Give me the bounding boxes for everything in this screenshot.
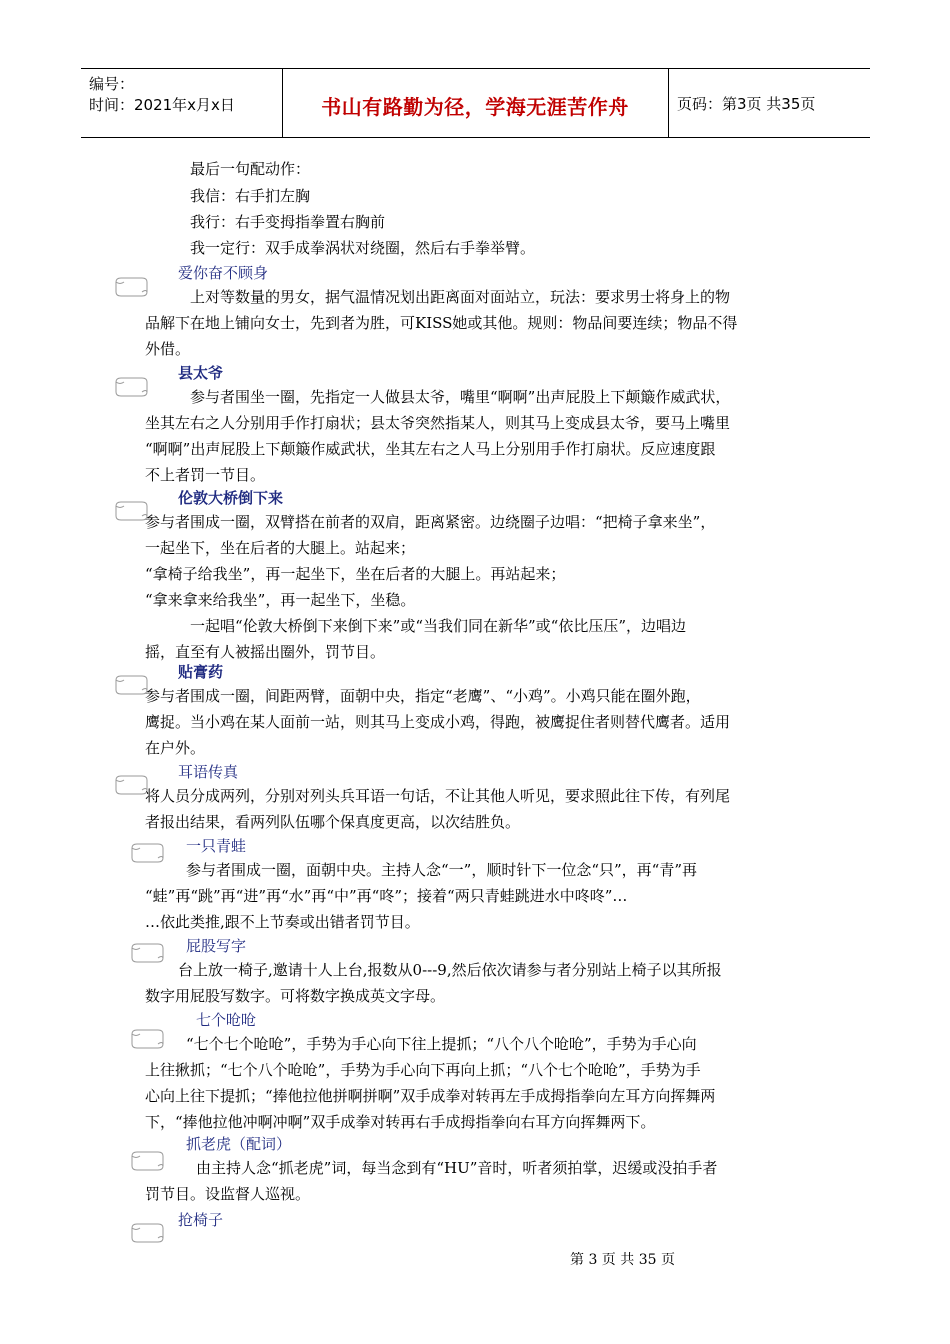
- game-text-line: 在户外。: [145, 739, 206, 757]
- game-text-line: 将人员分成两列，分别对列头兵耳语一句话，不让其他人听见，要求照此往下传，有列尾: [145, 787, 731, 805]
- intro-line: 我行：右手变拇指拳置右胸前: [190, 213, 386, 231]
- scroll-icon: [128, 1222, 168, 1244]
- scroll-icon: [112, 276, 152, 298]
- game-title: 一只青蛙: [186, 837, 247, 855]
- game-title: 贴膏药: [178, 663, 224, 681]
- game-text-line: …依此类推,跟不上节奏或出错者罚节目。: [145, 913, 420, 931]
- game-title: 爱你奋不顾身: [178, 264, 269, 282]
- document-number: 编号：: [89, 75, 135, 93]
- game-text-line: 坐其左右之人分别用手作打扇状；县太爷突然指某人，则其马上变成县太爷，要马上嘴里: [145, 414, 731, 432]
- header-motto: 书山有路勤为径，学海无涯苦作舟: [321, 95, 629, 119]
- game-text-line: “七个七个呛呛”，手势为手心向下往上提抓；“八个八个呛呛”，手势为手心向: [186, 1035, 697, 1053]
- game-text-line: 上往揪抓；“七个八个呛呛”，手势为手心向下再向上抓；“八个七个呛呛”，手势为手: [145, 1061, 701, 1079]
- header-page-cell: [669, 69, 870, 137]
- intro-line: 我一定行：双手成拳涡状对绕圈，然后右手拳举臂。: [190, 239, 536, 257]
- document-date: 时间：2021年x月x日: [89, 96, 235, 114]
- game-text-line: 鹰捉。当小鸡在某人面前一站，则其马上变成小鸡，得跑，被鹰捉住者则替代鹰者。适用: [145, 713, 731, 731]
- game-text-line: 者报出结果，看两列队伍哪个保真度更高，以次结胜负。: [145, 813, 521, 831]
- game-text-line: 不上者罚一节目。: [145, 466, 266, 484]
- game-text-line: 台上放一椅子,邀请十人上台,报数从0---9,然后依次请参与者分别站上椅子以其所报: [178, 961, 722, 979]
- game-text-line: “蛙”再“跳”再“进”再“水”再“中”再“咚”；接着“两只青蛙跳进水中咚咚”…: [145, 887, 628, 905]
- intro-line: 最后一句配动作：: [190, 160, 311, 178]
- header-page-info: 页码：第3页 共35页: [677, 95, 816, 113]
- intro-line: 我信：右手扪左胸: [190, 187, 311, 205]
- game-text-line: 数字用屁股写数字。可将数字换成英文字母。: [145, 987, 446, 1005]
- scroll-icon: [128, 1028, 168, 1050]
- game-text-line: 摇，直至有人被摇出圈外，罚节目。: [145, 643, 386, 661]
- game-text-line: 上对等数量的男女，据气温情况划出距离面对面站立，玩法：要求男士将身上的物: [190, 288, 731, 306]
- game-text-line: 一起唱“伦敦大桥倒下来倒下来”或“当我们同在新华”或“依比压压”，边唱边: [190, 617, 687, 635]
- game-text-line: 参与者围成一圈，面朝中央。主持人念“一”，顺时针下一位念“只”，再“青”再: [186, 861, 698, 879]
- scroll-icon: [128, 942, 168, 964]
- game-title: 抓老虎（配词）: [186, 1135, 292, 1153]
- game-title: 伦敦大桥倒下来: [178, 489, 284, 507]
- game-title: 耳语传真: [178, 763, 239, 781]
- game-text-line: 参与者围坐一圈，先指定一人做县太爷，嘴里“啊啊”出声屁股上下颠簸作威武状，: [190, 388, 731, 406]
- game-text-line: “啊啊”出声屁股上下颠簸作威武状，坐其左右之人马上分别用手作打扇状。反应速度跟: [145, 440, 716, 458]
- game-text-line: “拿来拿来给我坐”，再一起坐下，坐稳。: [145, 591, 416, 609]
- game-title: 屁股写字: [186, 937, 247, 955]
- game-text-line: 品解下在地上铺向女士，先到者为胜，可KISS她或其他。规则：物品间要连续；物品不得: [145, 314, 738, 332]
- page-header: [81, 68, 870, 138]
- scroll-icon: [128, 1150, 168, 1172]
- game-text-line: “拿椅子给我坐”，再一起坐下，坐在后者的大腿上。再站起来；: [145, 565, 566, 583]
- game-text-line: 参与者围成一圈，双臂搭在前者的双肩，距离紧密。边绕圈子边唱：“把椅子拿来坐”，: [145, 513, 716, 531]
- game-text-line: 罚节目。设监督人巡视。: [145, 1185, 311, 1203]
- scroll-icon: [112, 376, 152, 398]
- game-text-line: 一起坐下，坐在后者的大腿上。站起来；: [145, 539, 416, 557]
- game-text-line: 下，“捧他拉他冲啊冲啊”双手成拳对转再右手成拇指拳向右耳方向挥舞两下。: [145, 1113, 656, 1131]
- game-text-line: 由主持人念“抓老虎”词，每当念到有“HU”音时，听者须拍掌，迟缓或没拍手者: [196, 1159, 718, 1177]
- game-text-line: 参与者围成一圈，间距两臂，面朝中央，指定“老鹰”、“小鸡”。小鸡只能在圈外跑，: [145, 687, 701, 705]
- scroll-icon: [128, 842, 168, 864]
- game-title: 抢椅子: [178, 1211, 224, 1229]
- game-title: 县太爷: [178, 364, 224, 382]
- game-text-line: 心向上往下提抓；“捧他拉他拼啊拼啊”双手成拳对转再左手成拇指拳向左耳方向挥舞两: [145, 1087, 716, 1105]
- header-motto-cell: [282, 69, 669, 137]
- header-meta-cell: [81, 69, 283, 137]
- page-footer: 第 3 页 共 35 页: [570, 1252, 675, 1268]
- game-title: 七个呛呛: [196, 1011, 257, 1029]
- game-text-line: 外借。: [145, 340, 191, 358]
